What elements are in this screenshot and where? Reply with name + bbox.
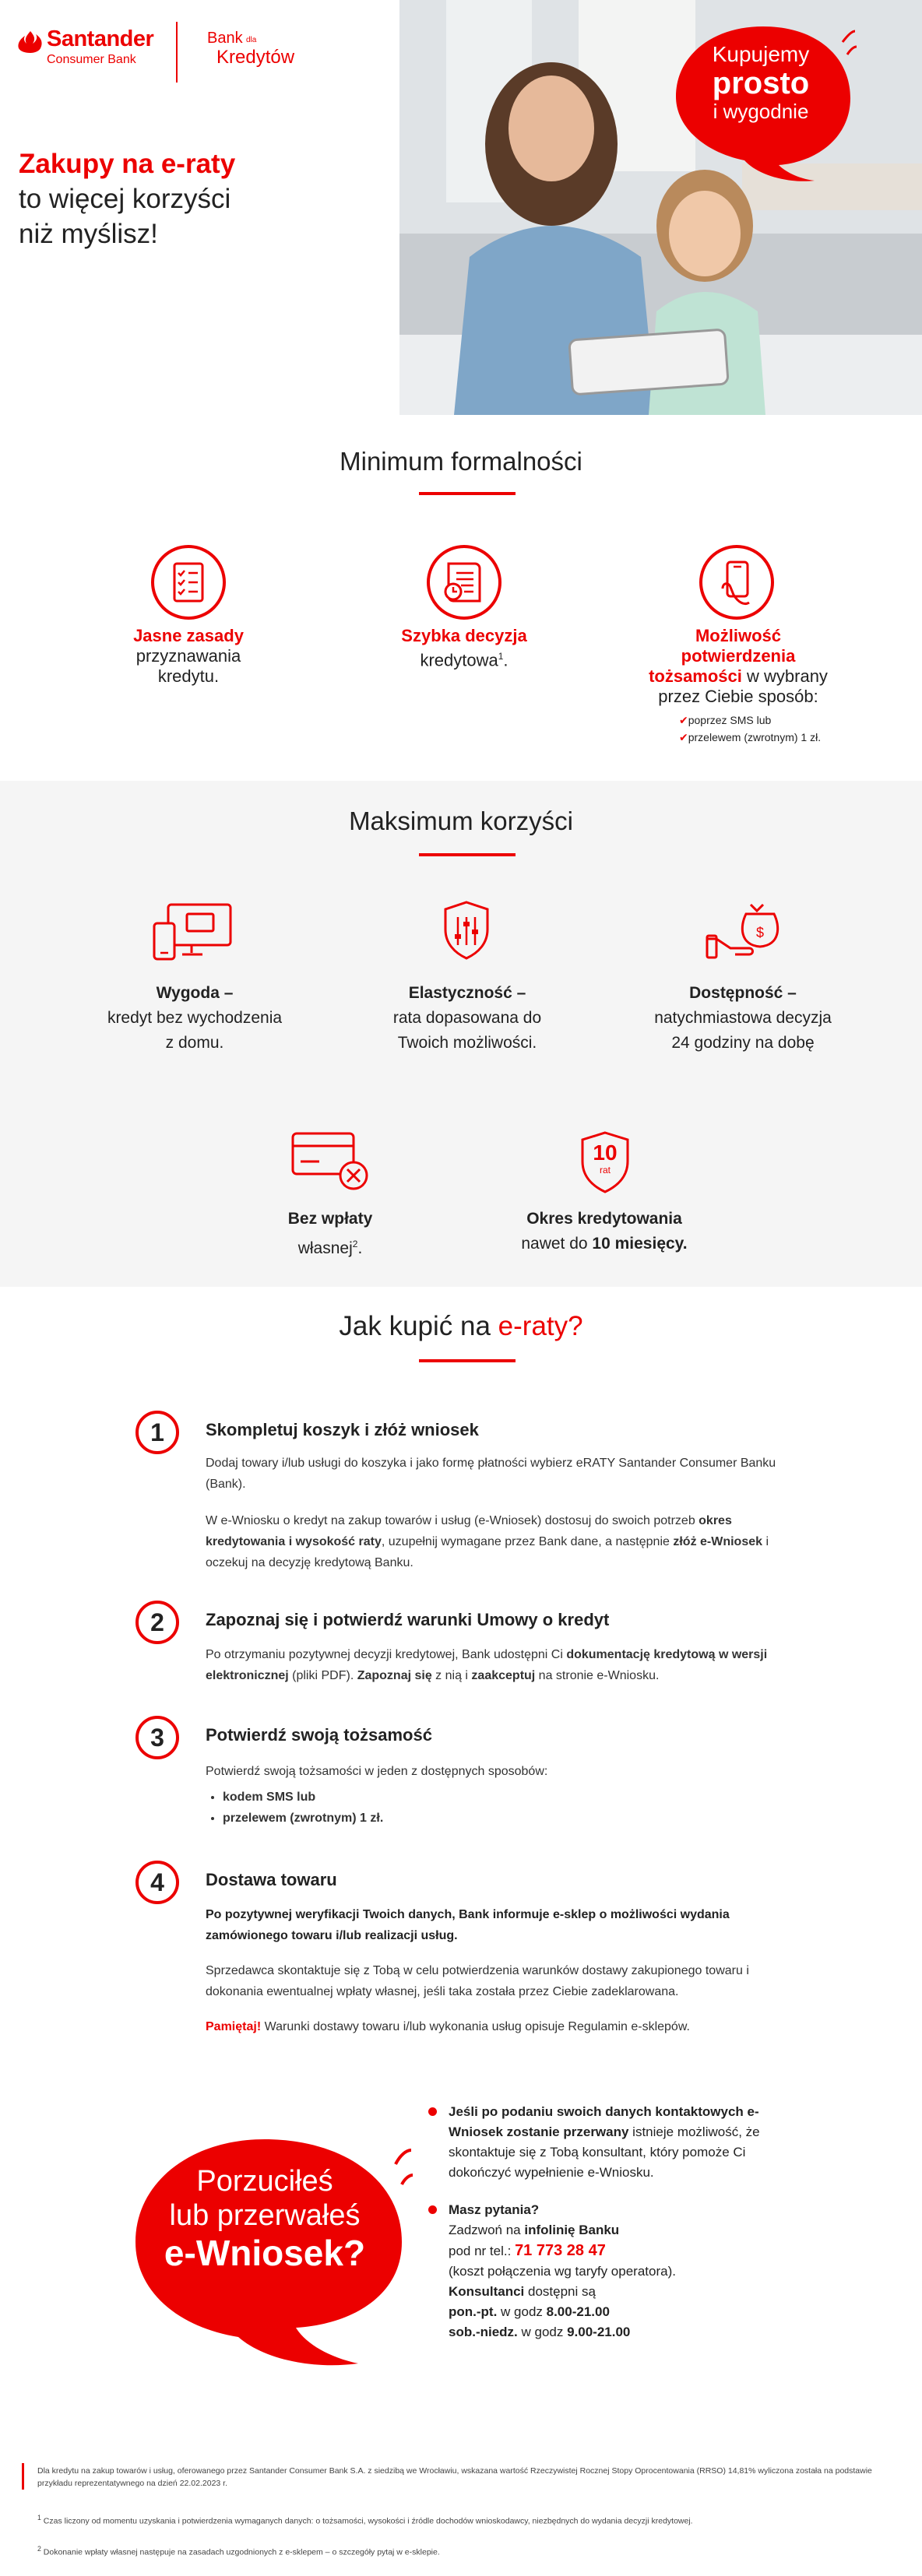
badge-number: 10 [593,1140,618,1165]
no-deposit-title: Bez wpłaty [287,1210,373,1228]
step-1-p2a: W e-Wniosku o kredyt na zakup towarów i usług (e-Wniosek) dostosuj do swoich potrzeb [206,1514,699,1527]
step-2-body [206,1644,797,1686]
step-2-p1a: Po otrzymaniu pozytywnej decyzji kredytowej, Bank udostępni Ci [206,1648,567,1661]
step-1-p2 [206,1510,797,1573]
bubble-line1: Kupujemy [712,42,810,66]
benefit-credit-period [487,1207,721,1256]
step-1-p2e: i oczekuj na decyzję kredytową Banku. [206,1535,769,1569]
formalities-divider [419,492,516,495]
abandoned-line1: Porzuciłeś [196,2165,333,2198]
bank-dla-kredytow-logo[interactable] [207,30,316,76]
step-1-p2c: , uzupełnij wymagane przez Bank dane, a następnie [381,1535,674,1548]
no-deposit-line [221,1232,439,1261]
bubble-line2: prosto [712,66,810,100]
hero-headline-line3: niż myślisz! [19,219,158,249]
step-4-p3a: Pamiętaj! [206,2020,262,2033]
check-icon: ✔ [679,731,688,743]
footer-note-2 [37,2543,902,2559]
howto-title [0,1311,922,1342]
weekday-label: pon.-pt. [449,2304,498,2319]
credit-period-title: Okres kredytowania [526,1210,682,1228]
document-clock-icon [430,548,498,617]
quick-decision-title: Szybka decyzja [401,626,527,645]
checklist-icon [154,548,223,617]
partner-line1: Bank [207,30,243,47]
benefits-divider [419,853,516,856]
abandoned-b1-text: istnieje możliwość, że skontaktuje się z Tobą konsultant, który pomoże Ci dokończyć wypełnienie e-Wniosku. [449,2124,760,2180]
footer-sup-1: 1 [37,2514,41,2522]
clear-rules-icon-circle [151,545,226,620]
abandoned-b1-bold: Jeśli po podaniu swoich danych kontaktowych e-Wniosek zostanie przerwany [449,2104,759,2139]
footer-note-rrso: Dla kredytu na zakup towarów i usług, oferowanego przez Santander Consumer Bank S.A. z siedzibą we Wrocławiu, wskazana wartość Rzeczywistej Rocznej Stopy Oprocentowania (RRSO) 14,81% wyliczona została na podstawie przykładu reprezentatywnego na dzień 22.02.2023 r. [37,2466,872,2488]
consultants-text: dostępni są [524,2284,596,2299]
step-3-p1: Potwierdź swoją tożsamości w jeden z dostępnych sposobów: [206,1765,548,1778]
weekday-hours: 8.00-21.00 [546,2304,610,2319]
consultants-line [449,2282,760,2302]
step-1-p2d: złóż e-Wniosek [673,1535,763,1548]
header-separator [176,22,178,83]
availability-line2: 24 godziny na dobę [671,1034,815,1052]
identity-options [679,712,866,746]
call-cost: (koszt połączenia wg taryfy operatora). [449,2264,676,2279]
formality-clear-rules [87,626,290,687]
no-deposit-line1: własnej [297,1239,353,1257]
availability-title: Dostępność – [689,984,797,1002]
step-1-p1: Dodaj towary i/lub usługi do koszyka i jako formę płatności wybierz eRATY Santander Consumer Banku (Bank). [206,1457,776,1491]
hotline-label: infolinię Banku [524,2223,620,2237]
abandoned-line2: lub przerwałeś [169,2199,361,2232]
step-2-number: 2 [135,1601,179,1644]
flame-icon [17,30,44,54]
step-2-p1d: Zapoznaj się [357,1669,432,1682]
santander-logo[interactable] [17,26,165,73]
footer-note-2-text: Dokonanie wpłaty własnej następuje na zasadach uzgodnionych z e-sklepem – o szczegóły pytaj w e-sklepie. [43,2547,440,2557]
identity-text: w wybrany przez Ciebie sposób: [658,666,828,706]
step-2-p1c: (pliki PDF). [288,1669,357,1682]
step-3-number: 3 [135,1716,179,1759]
howto-title-red: e-raty? [498,1311,583,1341]
convenience-line2: z domu. [165,1034,224,1052]
step-4-p3b: Warunki dostawy towaru i/lub wykonania usług opisuje Regulamin e-sklepów. [261,2020,690,2033]
identity-option-1-text: poprzez SMS lub [688,714,772,726]
bubble-line3: i wygodnie [713,100,809,123]
step-1-p2b: okres kredytowania i wysokość raty [206,1514,732,1548]
phone-hand-icon [702,548,771,617]
step-3-body [206,1761,797,1829]
step-3-li1: • kodem SMS lub [223,1787,797,1808]
formality-identity [629,626,847,707]
benefit-availability [626,981,860,1056]
benefit-flexibility [358,981,576,1056]
step-4-number: 4 [135,1861,179,1904]
step-2-p1e: z nią i [431,1669,472,1682]
shield-sliders-icon [442,900,491,961]
svg-text:$: $ [755,925,765,940]
step-1-title: Skompletuj koszyk i złóż wniosek [206,1420,479,1439]
consultants-label: Konsultanci [449,2284,525,2299]
step-2-p1 [206,1644,797,1686]
flexibility-line2: Twoich możliwości. [397,1034,537,1052]
quick-decision-text: kredytowa [420,650,498,670]
brand-main: Santander [47,26,154,51]
abandoned-info-1 [449,2102,760,2183]
identity-option-1 [679,712,866,729]
benefit-no-deposit [221,1207,439,1261]
partner-small: dla [246,36,257,44]
identity-title-line3 [629,666,847,707]
identity-icon-circle [699,545,774,620]
step-2-p1g: na stronie e-Wniosku. [535,1669,660,1682]
weekend-label: sob.-niedz. [449,2325,518,2339]
step-3-title: Potwierdź swoją tożsamość [206,1725,432,1745]
step-4-p3 [206,2016,797,2037]
footer-sup-2: 2 [37,2545,41,2553]
footer-red-rule [22,2463,24,2490]
hero-headline [19,146,299,251]
howto-title-black: Jak kupić na [339,1311,491,1341]
identity-title2: potwierdzenia [681,646,796,666]
credit-period-bold: 10 miesięcy. [592,1235,688,1253]
phone-line [449,2240,760,2261]
phone-prefix: pod nr tel.: [449,2244,516,2258]
step-2-p1f: zaakceptuj [471,1669,536,1682]
weekend-mid: w godz [517,2325,568,2339]
step-4-title: Dostawa towaru [206,1870,337,1889]
footer-note-1 [37,2511,902,2528]
abandoned-info-2 [449,2200,760,2342]
money-bag-hand-icon [706,900,780,964]
weekend-hours: 9.00-21.00 [567,2325,631,2339]
brand-sub: Consumer Bank [47,53,136,66]
no-deposit-sup: 2 [352,1239,358,1249]
no-deposit-tail: . [357,1239,363,1257]
questions-title: Masz pytania? [449,2202,540,2217]
benefits-title: Maksimum korzyści [349,807,573,835]
bullet-dot [428,2205,437,2214]
identity-title1: Możliwość [695,626,781,645]
step-2-p1b: dokumentację kredytową w wersji elektronicznej [206,1648,768,1682]
formality-quick-decision [361,626,567,670]
clear-rules-text: przyznawania kredytu. [135,646,241,686]
quick-decision-sup: 1 [498,651,504,662]
footer-note-1-text: Czas liczony od momentu uzyskania i potwierdzenia wymaganych danych: o tożsamości, wysokości i źródle dochodów wnioskodawcy, niezbędnych do wydania decyzji kredytowej. [43,2516,693,2526]
abandoned-bubble-text [132,2164,397,2273]
phone-number[interactable]: 71 773 28 47 [515,2242,606,2259]
kupujemy-bubble-text [679,42,843,123]
availability-line1: natychmiastowa decyzja [654,1009,832,1027]
clear-rules-title: Jasne zasady [133,626,244,645]
step-4-p2: Sprzedawca skontaktuje się z Tobą w celu potwierdzenia warunków dostawy zakupionego towaru i dokonania ewentualnej wpłaty własnej, jeśli taka została przez Ciebie zadeklarowana. [206,1964,749,1998]
step-3-li2: • przelewem (zwrotnym) 1 zł. [223,1808,797,1829]
howto-divider [419,1359,516,1362]
weekday-mid: w godz [497,2304,547,2319]
flexibility-title: Elastyczność – [408,984,526,1002]
ten-installments-badge [579,1130,631,1194]
flexibility-line1: rata dopasowana do [392,1009,542,1027]
credit-period-line1: nawet do [521,1235,588,1253]
credit-period-line [487,1232,721,1256]
bullet-dot [428,2107,437,2116]
partner-line2: Kredytów [216,47,295,68]
step-4-p1: Po pozytywnej weryfikacji Twoich danych, Bank informuje e-sklep o możliwości wydania zamówionego towaru i/lub realizacji usług. [206,1908,730,1942]
convenience-title: Wygoda – [156,984,234,1002]
identity-option-2-text: przelewem (zwrotnym) 1 zł. [688,731,822,743]
identity-option-2 [679,729,866,746]
identity-title3: tożsamości [649,666,742,686]
step-2-title: Zapoznaj się i potwierdź warunki Umowy o kredyt [206,1610,610,1629]
abandoned-line3: e-Wniosek? [164,2233,366,2273]
step-1-body [206,1453,797,1573]
quick-decision-tail: . [503,650,509,670]
badge-label: rat [599,1165,611,1176]
step-1-number: 1 [135,1411,179,1454]
convenience-line1: kredyt bez wychodzenia [107,1009,283,1027]
devices-icon [153,901,234,964]
hotline-line [449,2220,760,2240]
hours-weekday [449,2302,760,2322]
credit-card-cross-icon [291,1130,369,1193]
quick-decision-text-line [361,646,567,670]
hotline-prefix: Zadzwoń na [449,2223,525,2237]
quick-decision-icon-circle [427,545,501,620]
formalities-title: Minimum formalności [340,447,582,476]
check-icon: ✔ [679,714,688,726]
hero-headline-red: Zakupy na e-raty [19,149,236,179]
hero-headline-line2: to więcej korzyści [19,184,231,214]
hours-weekend [449,2322,760,2342]
step-4-body [206,1904,797,2037]
benefit-convenience [86,981,304,1056]
